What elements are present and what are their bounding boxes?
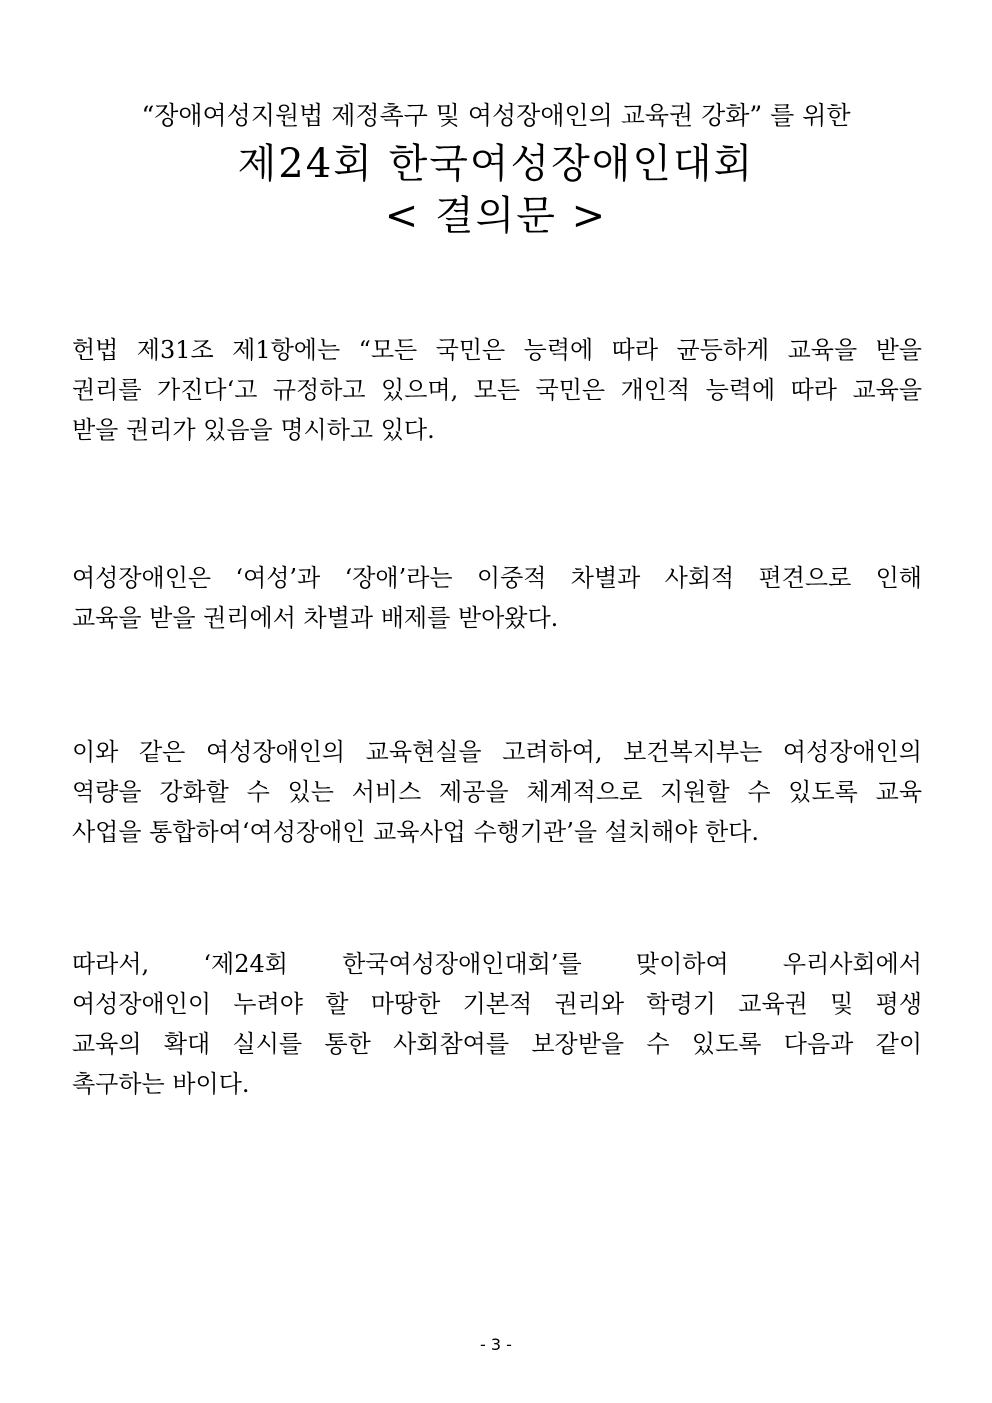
paragraph-line: 역량을 강화할 수 있는 서비스 제공을 체계적으로 지원할 수 있도록 교육 [72, 778, 922, 806]
document-type-heading: < 결의문 > [384, 193, 608, 239]
paragraph-line: 받을 권리가 있음을 명시하고 있다. [72, 416, 435, 444]
paragraph-line: 여성장애인이 누려야 할 마땅한 기본적 권리와 학령기 교육권 및 평생 [72, 990, 922, 1018]
paragraph-line: 이와 같은 여성장애인의 교육현실을 고려하여, 보건복지부는 여성장애인의 [72, 738, 922, 766]
paragraph-line: 사업을 통합하여‘여성장애인 교육사업 수행기관’을 설치해야 한다. [72, 818, 759, 846]
document-subtitle: “장애여성지원법 제정촉구 및 여성장애인의 교육권 강화” 를 위한 [141, 101, 851, 130]
paragraph-line: 따라서, ‘제24회 한국여성장애인대회’를 맞이하여 우리사회에서 [72, 950, 922, 978]
paragraph-resolution [72, 944, 922, 1104]
document-title: 제24회 한국여성장애인대회 [237, 141, 755, 187]
paragraph-constitution [72, 330, 922, 450]
paragraph-line: 교육을 받을 권리에서 차별과 배제를 받아왔다. [72, 604, 559, 632]
paragraph-line: 교육의 확대 실시를 통한 사회참여를 보장받을 수 있도록 다음과 같이 [72, 1030, 922, 1058]
paragraph-line: 헌법 제31조 제1항에는 “모든 국민은 능력에 따라 균등하게 교육을 받을 [72, 336, 922, 364]
paragraph-line: 여성장애인은 ‘여성’과 ‘장애’라는 이중적 차별과 사회적 편견으로 인해 [72, 564, 922, 592]
paragraph-discrimination [72, 558, 922, 638]
paragraph-line: 권리를 가진다‘고 규정하고 있으며, 모든 국민은 개인적 능력에 따라 교육을 [72, 376, 922, 404]
paragraph-ministry-demand [72, 732, 922, 852]
page-number: - 3 - [480, 1335, 512, 1354]
paragraph-line: 촉구하는 바이다. [72, 1070, 250, 1098]
